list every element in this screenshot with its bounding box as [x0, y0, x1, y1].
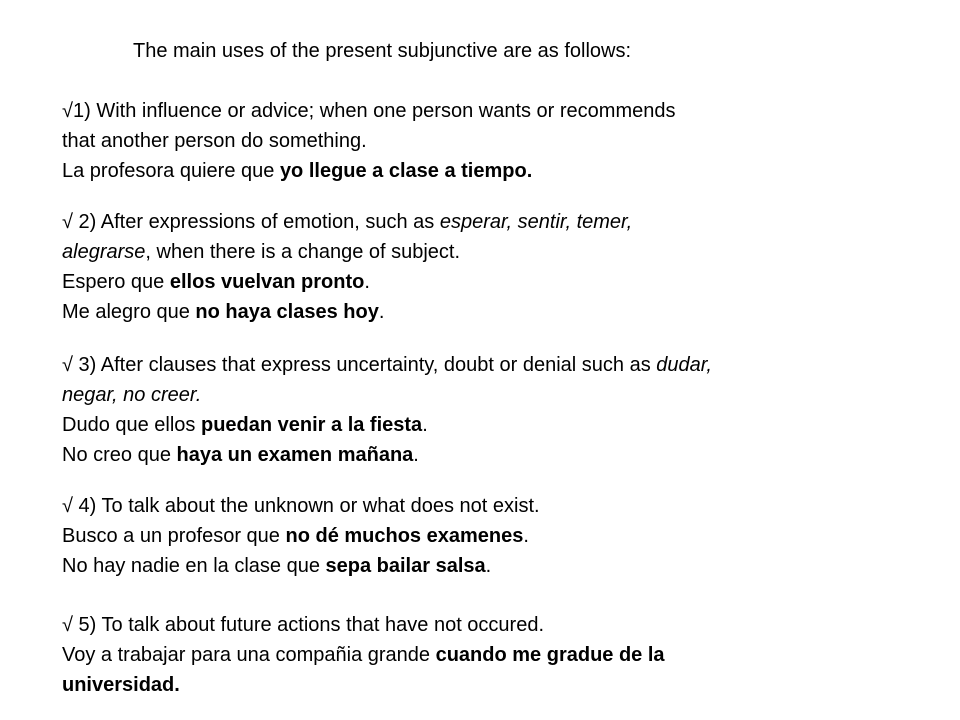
bold-example-text: no haya clases hoy: [195, 301, 379, 323]
body-text: Espero que: [62, 271, 170, 293]
body-text: Voy a trabajar para una compañia grande: [62, 644, 436, 666]
body-text: No creo que: [62, 444, 177, 466]
section-5-line-3: [62, 670, 180, 700]
italic-term-text: esperar, sentir, temer,: [439, 211, 633, 233]
section-4-line-2: [62, 521, 529, 551]
section-3-line-3: [62, 410, 428, 440]
section-2-line-1: [62, 207, 632, 237]
italic-term-text: alegrarse: [62, 241, 146, 263]
body-text: √ 5) To talk about future actions that have not occured.: [62, 614, 545, 636]
body-text: , when there is a change of subject.: [145, 241, 461, 263]
body-text: √ 2) After expressions of emotion, such as: [62, 211, 440, 233]
body-text: √1) With influence or advice; when one person wants or recommends: [62, 100, 676, 122]
section-1-line-2: [62, 126, 367, 156]
bold-example-text: no dé muchos examenes: [285, 525, 524, 547]
body-text: Dudo que ellos: [62, 414, 201, 436]
section-3-line-2: [62, 380, 201, 410]
body-text: .: [378, 301, 385, 323]
bold-example-text: cuando me gradue de la: [435, 644, 665, 666]
section-5-line-2: [62, 640, 665, 670]
body-text: La profesora quiere que: [62, 160, 280, 182]
section-5-line-1: [62, 610, 544, 640]
body-text: .: [413, 444, 419, 466]
body-text: Me alegro que: [62, 301, 196, 323]
body-text: Busco a un profesor que: [62, 525, 286, 547]
body-text: that another person do something.: [62, 130, 367, 152]
section-1-line-3: [62, 156, 532, 186]
body-text: .: [485, 555, 492, 577]
bold-example-text: haya un examen mañana: [176, 444, 414, 466]
section-2-line-4: [62, 297, 384, 327]
bold-example-text: universidad.: [62, 674, 180, 696]
section-3-line-4: [62, 440, 419, 470]
section-2-line-3: [62, 267, 370, 297]
slide-title: The main uses of the present subjunctive are as follows:: [133, 40, 632, 62]
section-4-line-3: [62, 551, 491, 581]
body-text: .: [364, 271, 370, 293]
section-3-line-1: [62, 350, 712, 380]
bold-example-text: yo llegue a clase a tiempo.: [279, 160, 533, 182]
body-text: √ 4) To talk about the unknown or what does not exist.: [62, 495, 540, 517]
section-4-line-1: [62, 491, 540, 521]
section-2-line-2: [62, 237, 460, 267]
body-text: No hay nadie en la clase que: [62, 555, 326, 577]
italic-term-text: dudar,: [656, 354, 712, 376]
section-1-line-1: [62, 96, 676, 126]
bold-example-text: sepa bailar salsa: [325, 555, 486, 577]
body-text: √ 3) After clauses that express uncertainty, doubt or denial such as: [62, 354, 657, 376]
bold-example-text: puedan venir a la fiesta: [200, 414, 423, 436]
italic-term-text: negar, no creer.: [62, 384, 202, 406]
body-text: .: [523, 525, 529, 547]
bold-example-text: ellos vuelvan pronto: [169, 271, 365, 293]
body-text: .: [422, 414, 428, 436]
